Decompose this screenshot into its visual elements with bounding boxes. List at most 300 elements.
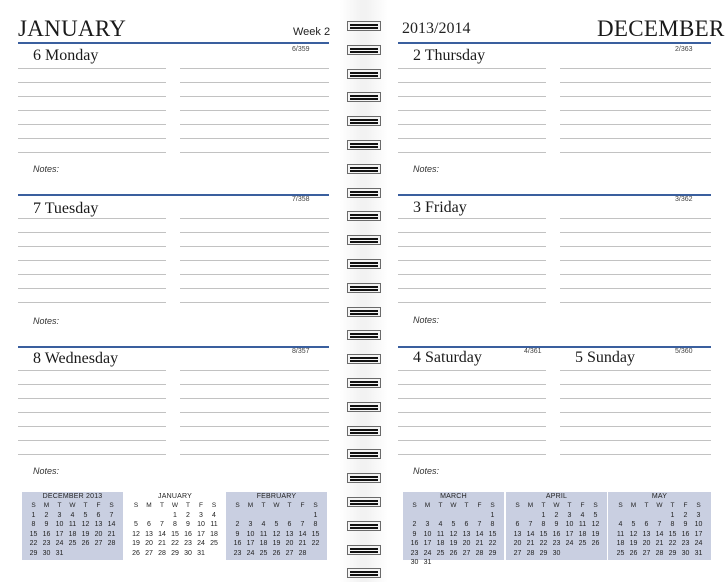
binding-ring bbox=[347, 378, 381, 388]
calendar-date: 5 bbox=[83, 511, 88, 519]
writing-line[interactable] bbox=[18, 274, 166, 275]
calendar-date: 1 bbox=[313, 511, 318, 519]
weekday-header: F bbox=[580, 502, 585, 509]
writing-line[interactable] bbox=[560, 138, 711, 139]
writing-line[interactable] bbox=[398, 68, 546, 69]
weekday-header: M bbox=[43, 502, 50, 509]
binding-ring bbox=[347, 188, 381, 198]
calendar-date: 27 bbox=[462, 549, 471, 557]
day-block-monday bbox=[18, 44, 329, 194]
calendar-date: 29 bbox=[29, 549, 38, 557]
calendar-date bbox=[511, 511, 524, 521]
calendar-date: 4 bbox=[212, 511, 216, 519]
calendar-date: 21 bbox=[475, 540, 484, 547]
writing-line[interactable] bbox=[18, 384, 166, 385]
writing-line[interactable] bbox=[180, 124, 329, 125]
mini-calendar-grid bbox=[130, 501, 221, 558]
writing-line[interactable] bbox=[180, 440, 329, 441]
writing-line[interactable] bbox=[18, 246, 166, 247]
month-title-december: DECEMBER bbox=[597, 16, 725, 41]
calendar-date: 4 bbox=[261, 521, 266, 528]
writing-line[interactable] bbox=[18, 454, 166, 455]
weekday-header: T bbox=[644, 502, 649, 509]
calendar-date: 26 bbox=[272, 549, 281, 557]
calendar-date: 4 bbox=[70, 511, 75, 519]
calendar-date: 20 bbox=[462, 540, 471, 547]
writing-line[interactable] bbox=[18, 398, 166, 399]
calendar-date: 22 bbox=[171, 540, 179, 547]
writing-line[interactable] bbox=[18, 96, 166, 97]
mini-calendar-grid bbox=[614, 501, 705, 558]
writing-line[interactable] bbox=[560, 82, 711, 83]
calendar-date: 30 bbox=[42, 549, 51, 557]
calendar-date: 12 bbox=[81, 521, 90, 528]
calendar-date: 14 bbox=[475, 530, 484, 538]
year-label: 2013/2014 bbox=[402, 20, 471, 37]
calendar-date bbox=[524, 511, 537, 521]
writing-line[interactable] bbox=[180, 426, 329, 427]
writing-line[interactable] bbox=[180, 218, 329, 219]
day-count: 7/358 bbox=[292, 196, 310, 203]
writing-line[interactable] bbox=[398, 384, 546, 385]
mini-calendar-title: APRIL bbox=[545, 493, 568, 500]
calendar-date: 10 bbox=[246, 530, 255, 538]
writing-line[interactable] bbox=[560, 232, 711, 233]
writing-line[interactable] bbox=[560, 398, 711, 399]
weekday-header: S bbox=[618, 502, 623, 509]
writing-line[interactable] bbox=[180, 138, 329, 139]
calendar-date: 8 bbox=[541, 521, 546, 528]
writing-line[interactable] bbox=[18, 68, 166, 69]
calendar-date: 29 bbox=[171, 549, 179, 557]
binding-ring bbox=[347, 140, 381, 150]
calendar-date: 28 bbox=[298, 549, 307, 557]
weekday-header: M bbox=[527, 502, 534, 509]
calendar-date: 15 bbox=[488, 530, 497, 538]
calendar-date: 15 bbox=[539, 530, 548, 538]
day-title-saturday: 4 Saturday bbox=[413, 349, 482, 366]
writing-line[interactable] bbox=[560, 246, 711, 247]
writing-line[interactable] bbox=[180, 246, 329, 247]
mini-calendar-grid bbox=[231, 501, 322, 558]
calendar-date: 5 bbox=[631, 521, 636, 528]
notes-label: Notes: bbox=[413, 164, 440, 174]
calendar-date: 31 bbox=[694, 549, 703, 557]
writing-line[interactable] bbox=[180, 288, 329, 289]
mini-calendar-title: MAY bbox=[651, 493, 668, 500]
binding-ring bbox=[347, 354, 381, 364]
writing-line[interactable] bbox=[18, 218, 166, 219]
writing-line[interactable] bbox=[180, 384, 329, 385]
calendar-date: 3 bbox=[425, 521, 430, 528]
writing-line[interactable] bbox=[560, 96, 711, 97]
calendar-date: 12 bbox=[629, 530, 638, 538]
calendar-date: 21 bbox=[298, 540, 307, 547]
calendar-date bbox=[92, 549, 105, 559]
calendar-date: 31 bbox=[423, 559, 432, 566]
writing-line[interactable] bbox=[560, 68, 711, 69]
calendar-date: 1 bbox=[670, 511, 675, 519]
writing-line[interactable] bbox=[398, 82, 546, 83]
writing-line[interactable] bbox=[560, 218, 711, 219]
calendar-date bbox=[283, 511, 296, 521]
calendar-date: 2 bbox=[235, 521, 240, 528]
calendar-date: 5 bbox=[274, 521, 279, 528]
month-title-january: JANUARY bbox=[18, 16, 127, 41]
calendar-date: 9 bbox=[412, 530, 417, 538]
calendar-date: 6 bbox=[287, 521, 292, 528]
calendar-date: 17 bbox=[423, 540, 432, 547]
calendar-date: 23 bbox=[410, 549, 419, 557]
calendar-date: 2 bbox=[186, 511, 190, 519]
writing-line[interactable] bbox=[180, 68, 329, 69]
calendar-date: 28 bbox=[655, 549, 664, 557]
calendar-date: 22 bbox=[539, 540, 548, 547]
weekday-header: T bbox=[57, 502, 62, 509]
writing-line[interactable] bbox=[180, 152, 329, 153]
calendar-date: 25 bbox=[436, 549, 445, 557]
calendar-date: 13 bbox=[285, 530, 294, 538]
calendar-date: 3 bbox=[57, 511, 62, 519]
binding-ring bbox=[347, 69, 381, 79]
calendar-date: 19 bbox=[81, 530, 90, 538]
day-title: 3 Friday bbox=[413, 199, 467, 216]
calendar-date: 25 bbox=[210, 540, 218, 547]
calendar-date: 14 bbox=[655, 530, 664, 538]
calendar-date: 11 bbox=[259, 530, 268, 538]
day-title: 7 Tuesday bbox=[33, 200, 99, 217]
mini-calendar-grid bbox=[27, 501, 118, 558]
weekday-header: W bbox=[656, 502, 663, 509]
writing-line[interactable] bbox=[180, 110, 329, 111]
calendar-date: 6 bbox=[644, 521, 649, 528]
calendar-date: 14 bbox=[298, 530, 307, 538]
writing-line[interactable] bbox=[398, 152, 546, 153]
day-block-wednesday bbox=[18, 346, 329, 486]
calendar-date: 28 bbox=[526, 549, 535, 557]
calendar-date bbox=[257, 511, 270, 521]
calendar-date: 21 bbox=[107, 530, 116, 538]
calendar-date: 12 bbox=[591, 521, 600, 528]
calendar-date: 21 bbox=[655, 540, 664, 547]
notes-label: Notes: bbox=[33, 164, 60, 174]
writing-line[interactable] bbox=[560, 124, 711, 125]
writing-line[interactable] bbox=[398, 96, 546, 97]
calendar-date: 1 bbox=[490, 511, 495, 519]
writing-line[interactable] bbox=[560, 370, 711, 371]
writing-line[interactable] bbox=[180, 412, 329, 413]
writing-line[interactable] bbox=[398, 260, 546, 261]
binding-ring bbox=[347, 568, 381, 578]
writing-line[interactable] bbox=[18, 370, 166, 371]
day-block-thursday bbox=[398, 44, 711, 194]
weekday-header: S bbox=[490, 502, 495, 509]
binding-ring bbox=[347, 521, 381, 531]
mini-calendar-april bbox=[506, 492, 607, 560]
binding-ring bbox=[347, 211, 381, 221]
calendar-date: 18 bbox=[578, 530, 587, 538]
calendar-date: 13 bbox=[94, 521, 103, 528]
calendar-date: 22 bbox=[29, 540, 38, 547]
writing-line[interactable] bbox=[398, 302, 546, 303]
writing-line[interactable] bbox=[560, 426, 711, 427]
calendar-date: 8 bbox=[31, 521, 36, 528]
writing-line[interactable] bbox=[398, 138, 546, 139]
mini-calendar-grid bbox=[511, 501, 602, 558]
calendar-date bbox=[640, 511, 653, 521]
calendar-date: 28 bbox=[158, 549, 166, 557]
calendar-date bbox=[653, 511, 666, 521]
day-count-sunday: 5/360 bbox=[675, 348, 693, 355]
calendar-date: 17 bbox=[565, 530, 574, 538]
weekday-header: F bbox=[199, 502, 203, 509]
calendar-date: 7 bbox=[477, 521, 482, 528]
day-title: 6 Monday bbox=[33, 47, 99, 64]
writing-line[interactable] bbox=[398, 454, 546, 455]
writing-line[interactable] bbox=[18, 440, 166, 441]
calendar-date: 17 bbox=[55, 530, 64, 538]
writing-line[interactable] bbox=[18, 124, 166, 125]
writing-line[interactable] bbox=[560, 440, 711, 441]
weekday-header: F bbox=[683, 502, 688, 509]
calendar-date: 23 bbox=[42, 540, 51, 547]
calendar-date: 22 bbox=[488, 540, 497, 547]
writing-line[interactable] bbox=[180, 370, 329, 371]
calendar-date: 24 bbox=[423, 549, 432, 557]
calendar-date: 16 bbox=[42, 530, 51, 538]
day-rule bbox=[398, 194, 711, 196]
writing-line[interactable] bbox=[560, 302, 711, 303]
calendar-date bbox=[208, 549, 221, 559]
calendar-date: 1 bbox=[31, 511, 36, 519]
calendar-date bbox=[447, 511, 460, 521]
day-count: 2/363 bbox=[675, 46, 693, 53]
calendar-date: 19 bbox=[449, 540, 458, 547]
writing-line[interactable] bbox=[18, 412, 166, 413]
calendar-date: 27 bbox=[145, 549, 153, 557]
day-count-saturday: 4/361 bbox=[524, 348, 542, 355]
calendar-date: 15 bbox=[668, 530, 677, 538]
mini-calendar-title: MARCH bbox=[440, 493, 467, 500]
writing-line[interactable] bbox=[18, 302, 166, 303]
calendar-date bbox=[66, 549, 79, 559]
calendar-date: 10 bbox=[565, 521, 574, 528]
calendar-date: 9 bbox=[554, 521, 559, 528]
weekday-header: M bbox=[146, 502, 152, 509]
writing-line[interactable] bbox=[18, 232, 166, 233]
calendar-date bbox=[589, 549, 602, 559]
calendar-date: 26 bbox=[81, 540, 90, 547]
calendar-date: 30 bbox=[552, 549, 561, 557]
writing-line[interactable] bbox=[398, 274, 546, 275]
writing-line[interactable] bbox=[398, 288, 546, 289]
calendar-date: 20 bbox=[513, 540, 522, 547]
calendar-date: 21 bbox=[526, 540, 535, 547]
binding-ring bbox=[347, 164, 381, 174]
calendar-date: 16 bbox=[552, 530, 561, 538]
calendar-date: 20 bbox=[285, 540, 294, 547]
day-title: 2 Thursday bbox=[413, 47, 486, 64]
calendar-date: 14 bbox=[526, 530, 535, 538]
weekday-header: S bbox=[109, 502, 114, 509]
weekday-header: W bbox=[553, 502, 560, 509]
calendar-date: 7 bbox=[528, 521, 533, 528]
writing-line[interactable] bbox=[560, 384, 711, 385]
calendar-date: 8 bbox=[313, 521, 318, 528]
calendar-date: 21 bbox=[158, 540, 166, 547]
writing-line[interactable] bbox=[398, 440, 546, 441]
calendar-date bbox=[79, 549, 92, 559]
calendar-date: 28 bbox=[107, 540, 116, 547]
writing-line[interactable] bbox=[18, 288, 166, 289]
calendar-date: 20 bbox=[94, 530, 103, 538]
calendar-date: 30 bbox=[681, 549, 690, 557]
notes-label: Notes: bbox=[413, 315, 440, 325]
writing-line[interactable] bbox=[398, 370, 546, 371]
calendar-date: 1 bbox=[541, 511, 546, 519]
calendar-date: 29 bbox=[539, 549, 548, 557]
calendar-date: 2 bbox=[554, 511, 559, 519]
weekday-header: W bbox=[450, 502, 457, 509]
writing-line[interactable] bbox=[398, 412, 546, 413]
calendar-date bbox=[421, 511, 434, 521]
writing-line[interactable] bbox=[180, 302, 329, 303]
calendar-date: 1 bbox=[173, 511, 177, 519]
calendar-date: 15 bbox=[311, 530, 320, 538]
weekday-header: S bbox=[31, 502, 36, 509]
calendar-date: 13 bbox=[462, 530, 471, 538]
writing-line[interactable] bbox=[398, 124, 546, 125]
calendar-date: 7 bbox=[160, 521, 164, 528]
writing-line[interactable] bbox=[398, 426, 546, 427]
calendar-date: 11 bbox=[578, 521, 587, 528]
calendar-date: 7 bbox=[109, 511, 114, 519]
writing-line[interactable] bbox=[180, 454, 329, 455]
calendar-date bbox=[408, 511, 421, 521]
weekday-header: M bbox=[630, 502, 637, 509]
weekday-header: S bbox=[412, 502, 417, 509]
calendar-date bbox=[563, 549, 576, 559]
day-block-tuesday bbox=[18, 194, 329, 346]
writing-line[interactable] bbox=[18, 260, 166, 261]
calendar-date bbox=[270, 511, 283, 521]
calendar-date bbox=[576, 549, 589, 559]
calendar-date: 16 bbox=[681, 530, 690, 538]
calendar-date: 9 bbox=[44, 521, 49, 528]
calendar-date: 26 bbox=[591, 540, 600, 547]
calendar-date: 25 bbox=[259, 549, 268, 557]
writing-line[interactable] bbox=[180, 232, 329, 233]
weekday-header: T bbox=[541, 502, 546, 509]
calendar-date: 9 bbox=[235, 530, 240, 538]
writing-line[interactable] bbox=[560, 110, 711, 111]
calendar-date bbox=[434, 511, 447, 521]
calendar-date: 24 bbox=[565, 540, 574, 547]
calendar-date: 2 bbox=[44, 511, 49, 519]
calendar-date bbox=[244, 511, 257, 521]
writing-line[interactable] bbox=[18, 82, 166, 83]
writing-line[interactable] bbox=[560, 260, 711, 261]
calendar-date bbox=[473, 558, 486, 568]
calendar-date: 5 bbox=[134, 521, 138, 528]
writing-line[interactable] bbox=[560, 288, 711, 289]
writing-line[interactable] bbox=[180, 96, 329, 97]
writing-line[interactable] bbox=[180, 274, 329, 275]
weekday-header: T bbox=[261, 502, 266, 509]
calendar-date: 8 bbox=[490, 521, 495, 528]
calendar-date: 6 bbox=[515, 521, 520, 528]
binding-ring bbox=[347, 497, 381, 507]
calendar-date: 26 bbox=[449, 549, 458, 557]
calendar-date bbox=[460, 558, 473, 568]
calendar-date: 24 bbox=[694, 540, 703, 547]
calendar-date: 13 bbox=[642, 530, 651, 538]
calendar-date: 20 bbox=[145, 540, 153, 547]
calendar-date: 10 bbox=[55, 521, 64, 528]
calendar-date: 23 bbox=[233, 549, 242, 557]
mini-calendar-may bbox=[608, 492, 711, 560]
calendar-date: 8 bbox=[173, 521, 177, 528]
writing-line[interactable] bbox=[560, 412, 711, 413]
writing-line[interactable] bbox=[398, 218, 546, 219]
day-rule bbox=[18, 346, 329, 348]
calendar-date bbox=[434, 558, 447, 568]
weekday-header: T bbox=[83, 502, 88, 509]
calendar-date: 10 bbox=[694, 521, 703, 528]
weekday-header: W bbox=[171, 502, 179, 509]
calendar-date: 4 bbox=[618, 521, 623, 528]
binding-ring bbox=[347, 449, 381, 459]
left-page bbox=[0, 0, 340, 582]
calendar-date: 13 bbox=[513, 530, 522, 538]
calendar-date: 2 bbox=[412, 521, 417, 528]
writing-line[interactable] bbox=[180, 260, 329, 261]
calendar-date: 16 bbox=[184, 530, 192, 538]
calendar-date: 8 bbox=[670, 521, 675, 528]
day-rule bbox=[18, 194, 329, 196]
binding-ring bbox=[347, 545, 381, 555]
writing-line[interactable] bbox=[560, 454, 711, 455]
writing-line[interactable] bbox=[398, 398, 546, 399]
writing-line[interactable] bbox=[180, 82, 329, 83]
writing-line[interactable] bbox=[398, 232, 546, 233]
writing-line[interactable] bbox=[18, 152, 166, 153]
writing-line[interactable] bbox=[560, 274, 711, 275]
calendar-date: 31 bbox=[55, 549, 64, 557]
writing-line[interactable] bbox=[18, 138, 166, 139]
writing-line[interactable] bbox=[18, 110, 166, 111]
calendar-date: 20 bbox=[642, 540, 651, 547]
binding-ring bbox=[347, 235, 381, 245]
weekday-header: T bbox=[567, 502, 572, 509]
weekday-header: F bbox=[300, 502, 305, 509]
writing-line[interactable] bbox=[398, 110, 546, 111]
writing-line[interactable] bbox=[398, 246, 546, 247]
calendar-date: 3 bbox=[696, 511, 701, 519]
weekday-header: M bbox=[424, 502, 431, 509]
weekday-header: T bbox=[287, 502, 292, 509]
writing-line[interactable] bbox=[18, 426, 166, 427]
binding-ring bbox=[347, 21, 381, 31]
calendar-date: 11 bbox=[436, 530, 445, 538]
calendar-date: 12 bbox=[132, 530, 140, 538]
calendar-date bbox=[473, 511, 486, 521]
calendar-date: 28 bbox=[475, 549, 484, 557]
day-title: 8 Wednesday bbox=[33, 350, 119, 367]
writing-line[interactable] bbox=[560, 152, 711, 153]
calendar-date: 18 bbox=[616, 540, 625, 547]
writing-line[interactable] bbox=[180, 398, 329, 399]
